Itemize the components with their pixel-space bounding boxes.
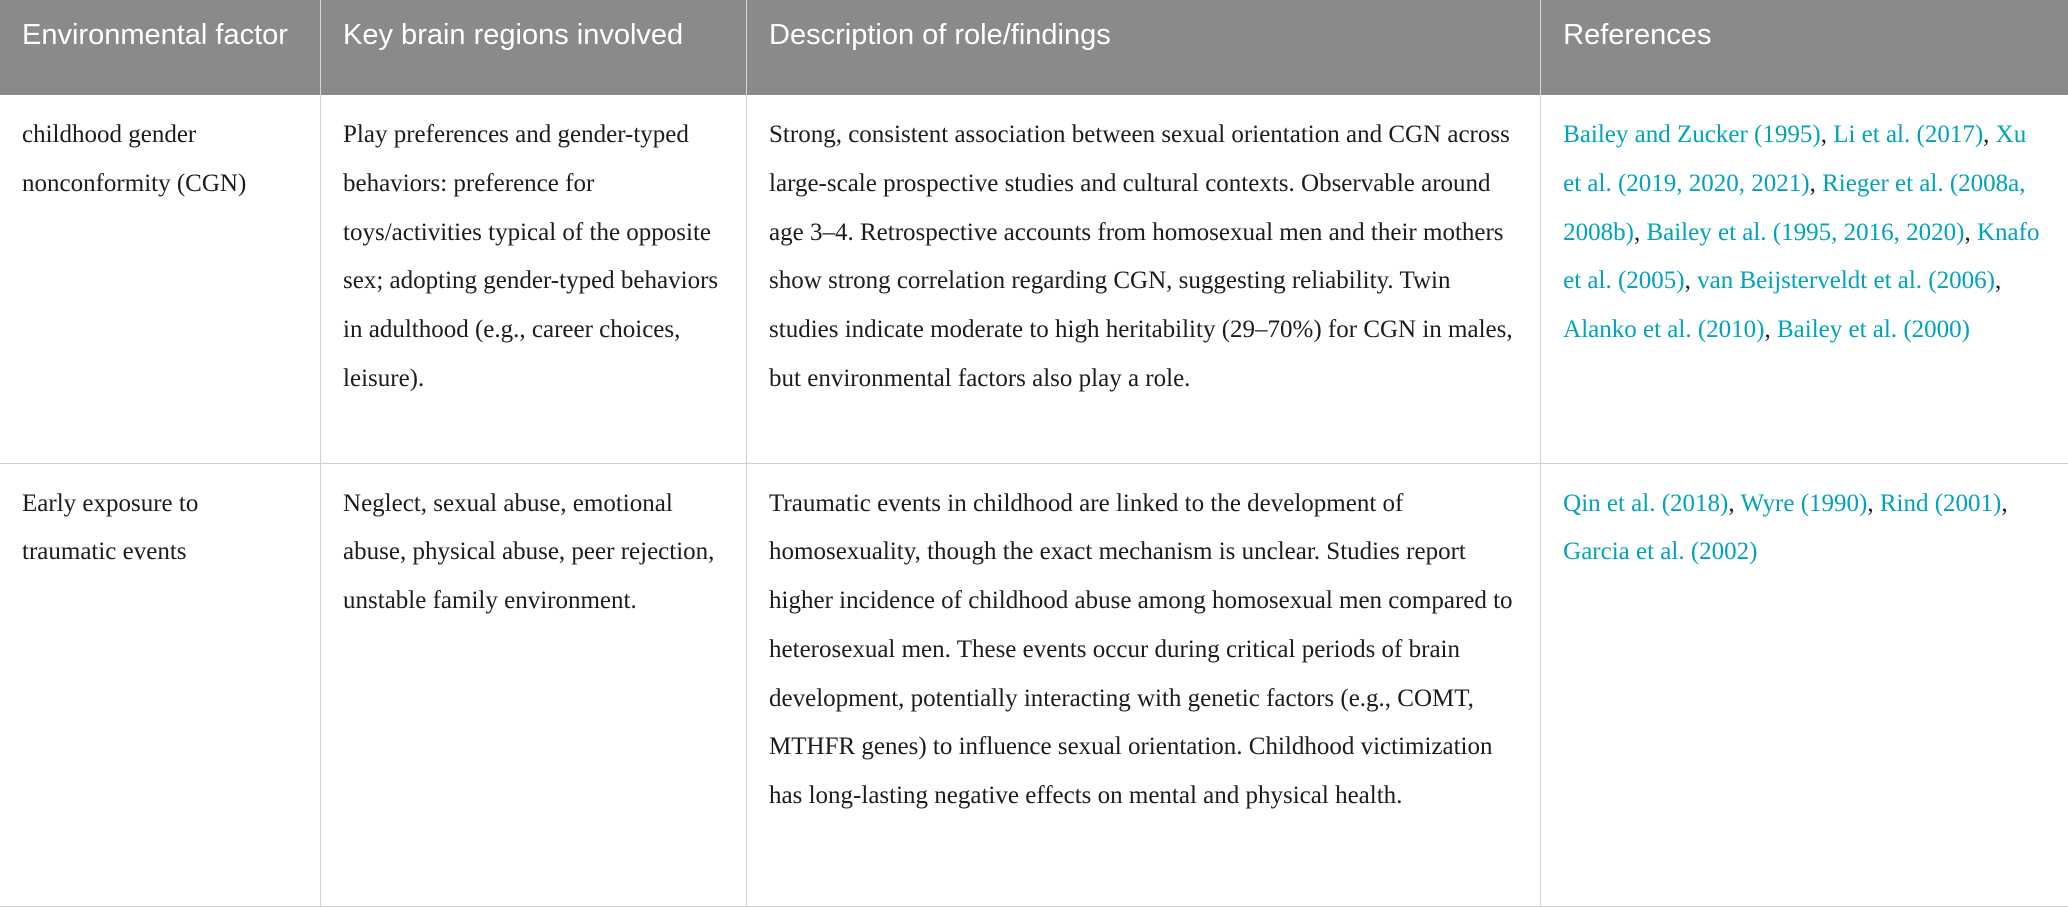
header-row [0,0,2068,95]
table-row [0,95,2068,463]
factor-cell: childhood gender nonconformity (CGN) [0,95,321,463]
citation-link[interactable]: Xu et al. (2019, 2020, 2021) [1563,121,2027,197]
factor-cell: Early exposure to traumatic events [0,463,321,906]
description-cell: Strong, consistent association between sexual orientation and CGN across large-scale prospective studies and cultural contexts. Observable around age 3–4. Retrospective accounts from homosexual men and their mothers show strong correlation regarding CGN, suggesting reliability. Twin studies indicate moderate to high heritability (29–70%) for CGN in males, but environmental factors also play a role. [747,95,1541,463]
citation-link[interactable]: Bailey et al. (1995, 2016, 2020) [1646,218,1965,246]
regions-cell: Neglect, sexual abuse, emotional abuse, physical abuse, peer rejection, unstable family environment. [321,463,747,906]
citation-link[interactable]: Garcia et al. (2002) [1563,538,1758,566]
regions-cell: Play preferences and gender-typed behaviors: preference for toys/activities typical of the opposite sex; adopting gender-typed behaviors in adulthood (e.g., career choices, leisure). [321,95,747,463]
column-header-key-brain-regions: Key brain regions involved [321,0,747,95]
citation-link[interactable]: van Beijsterveldt et al. (2006) [1697,267,1995,295]
column-header-description: Description of role/findings [747,0,1541,95]
references-cell: Bailey and Zucker (1995), Li et al. (2017), Xu et al. (2019, 2020, 2021), Rieger et al. (2008a, 2008b), Bailey et al. (1995, 2016, 2020), Knafo et al. (2005), van Beijsterveldt et al. (2006), Alanko et al. (2010), Bailey et al. (2000) [1541,95,2068,463]
citation-link[interactable]: Bailey and Zucker (1995) [1563,121,1821,148]
citation-link[interactable]: Wyre (1990) [1740,489,1868,517]
citation-link[interactable]: Rind (2001) [1879,489,2002,517]
description-cell: Traumatic events in childhood are linked to the development of homosexuality, though the exact mechanism is unclear. Studies report higher incidence of childhood abuse among homosexual men compared to heterosexual men. These events occur during critical periods of brain development, potentially interacting with genetic factors (e.g., COMT, MTHFR genes) to influence sexual orientation. Childhood victimization has long-lasting negative effects on mental and physical health. [747,463,1541,906]
column-header-references: References [1541,0,2068,95]
column-header-environmental-factor: Environmental factor [0,0,321,95]
table-row [0,463,2068,906]
citation-link[interactable]: Rieger et al. (2008a, 2008b) [1563,169,2026,246]
citation-link[interactable]: Alanko et al. (2010) [1563,316,1765,343]
citation-link[interactable]: Li et al. (2017) [1833,121,1984,148]
citation-link[interactable]: Qin et al. (2018) [1563,489,1729,517]
citation-link[interactable]: Knafo et al. (2005) [1563,218,2040,295]
references-cell: Qin et al. (2018), Wyre (1990), Rind (2001), Garcia et al. (2002) [1541,463,2068,906]
citation-link[interactable]: Bailey et al. (2000) [1776,316,1970,343]
